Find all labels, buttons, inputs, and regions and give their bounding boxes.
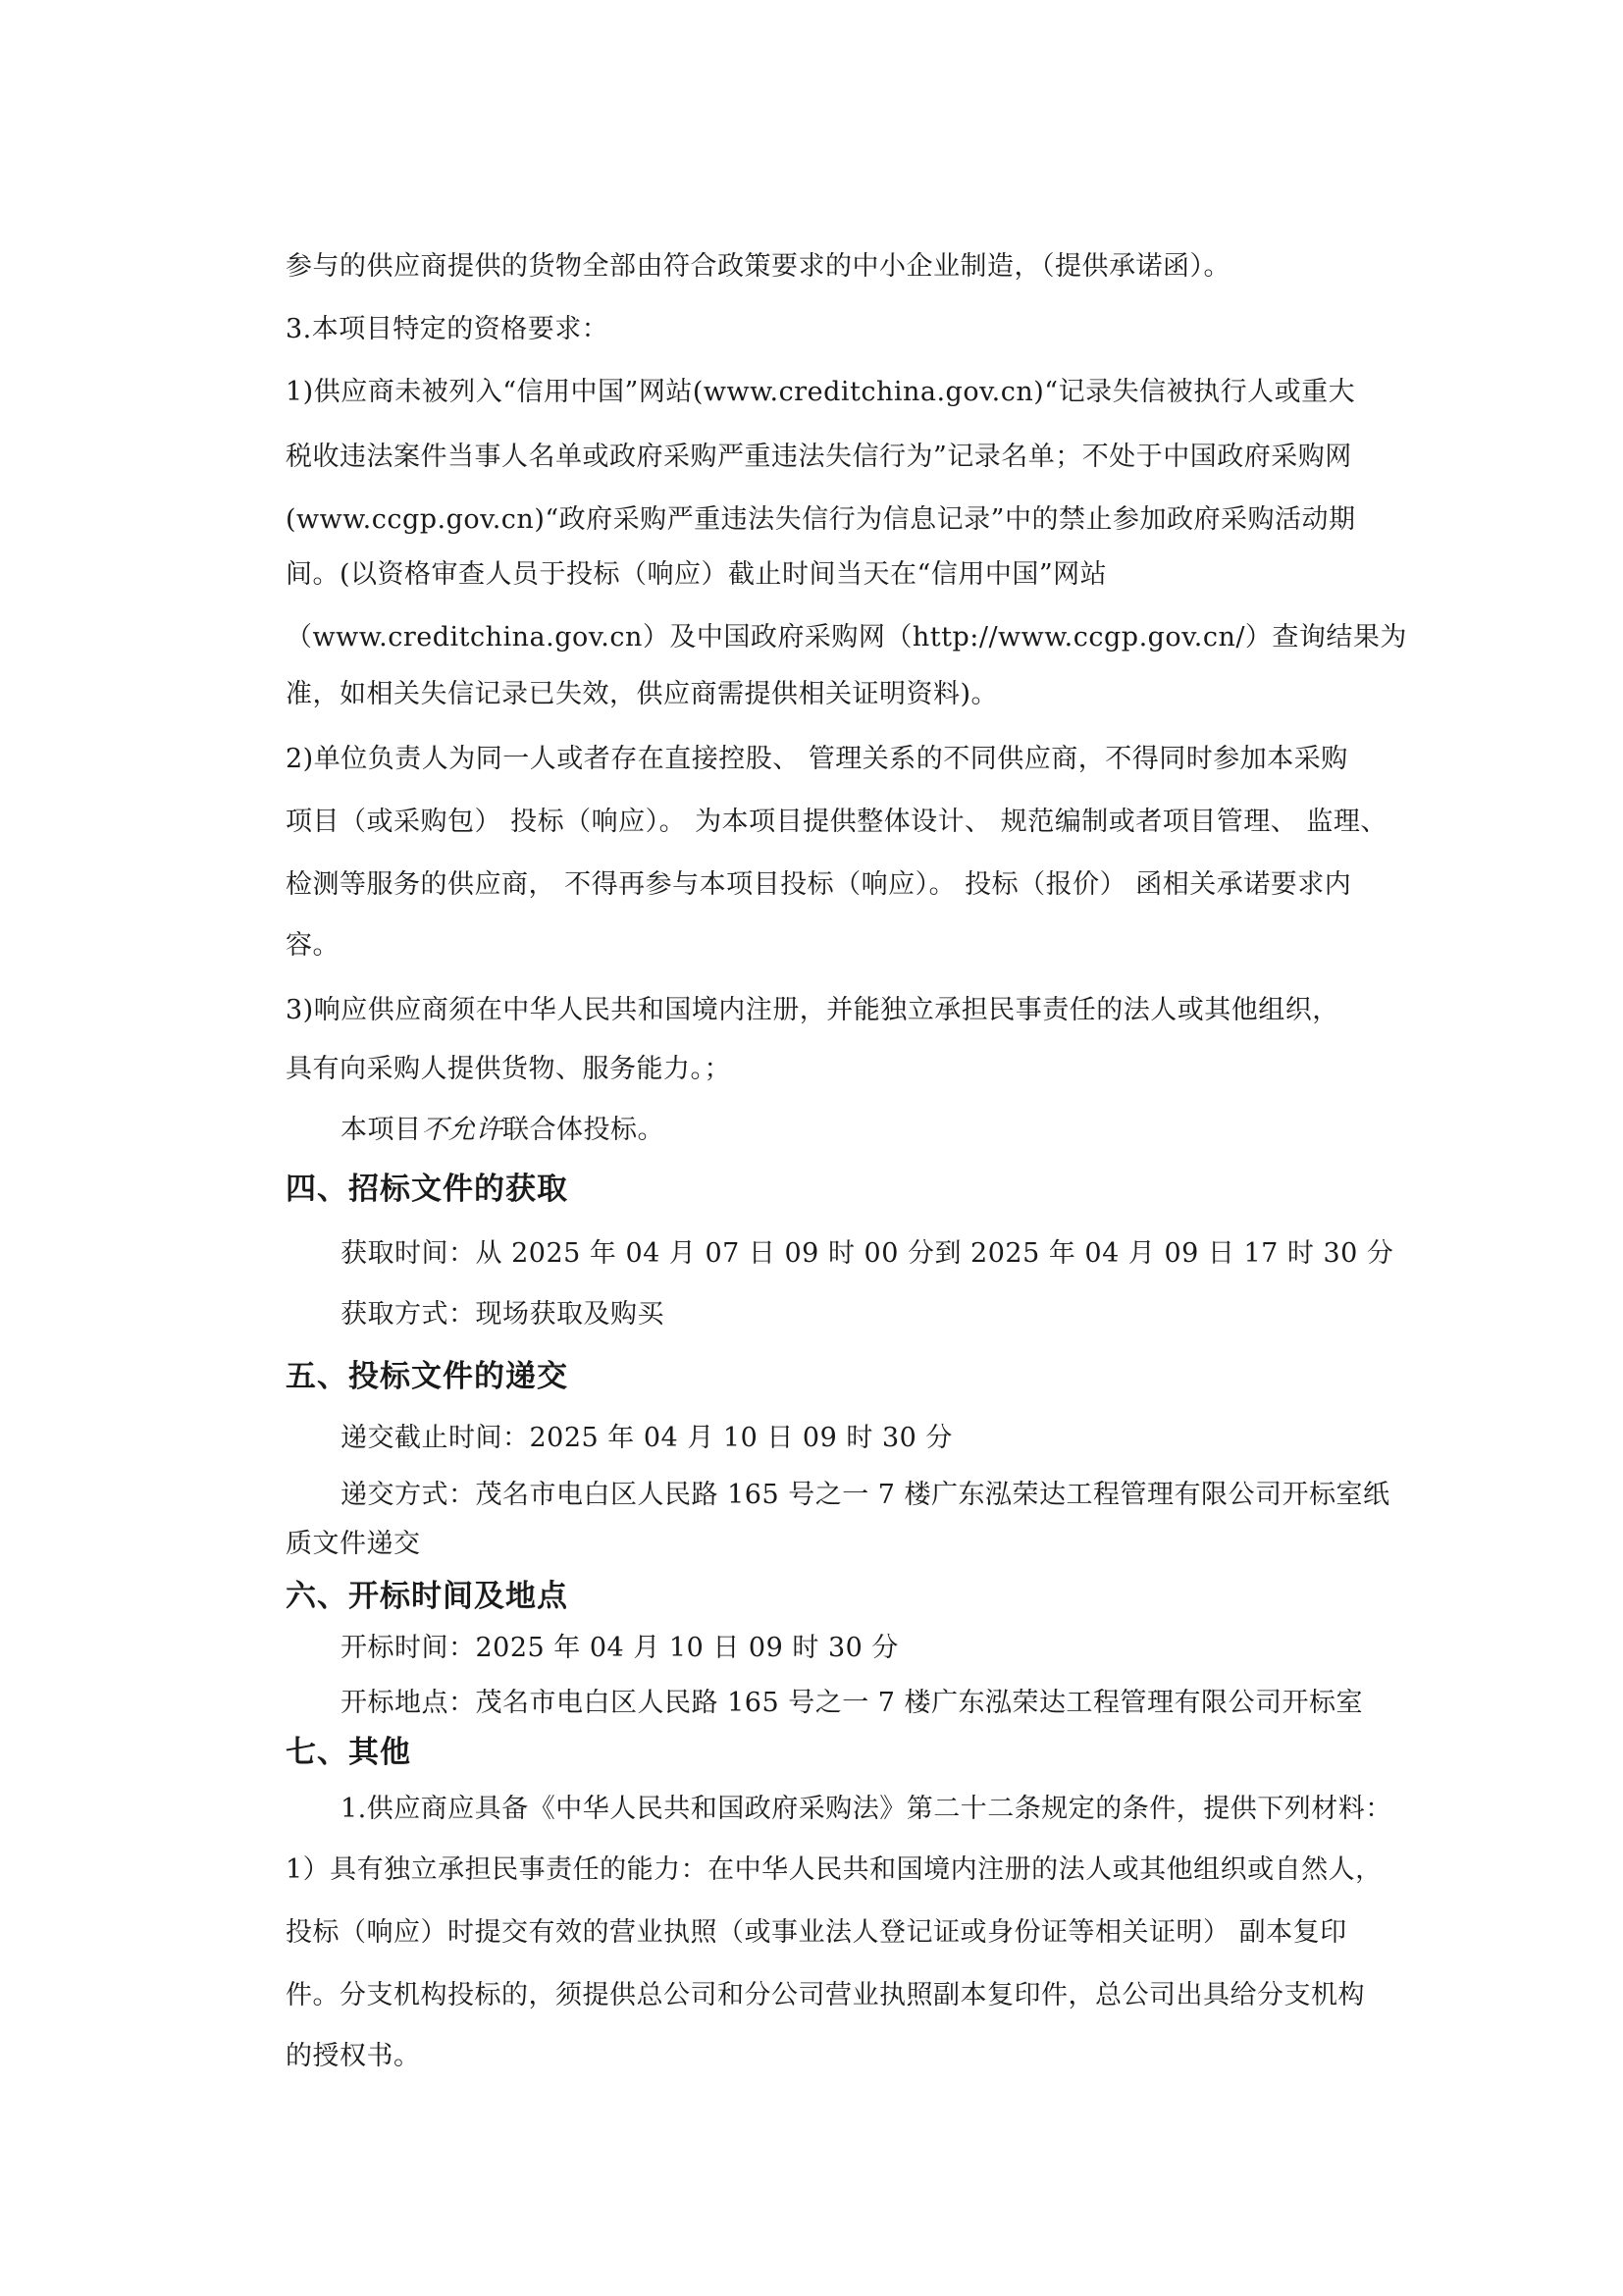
section-heading-5: 五、投标文件的递交 (286, 1359, 568, 1394)
opening-time: 开标时间：2025 年 04 月 10 日 09 时 30 分 (340, 1633, 899, 1663)
body-line: 检测等服务的供应商， 不得再参与本项目投标（响应）。 投标（报价） 函相关承诺要求内 (286, 869, 1352, 900)
opening-place: 开标地点：茂名市电白区人民路 165 号之一 7 楼广东泓荣达工程管理有限公司开标室 (340, 1688, 1364, 1718)
body-line: 容。 (286, 930, 340, 961)
consortium-not-allowed: 不允许 (421, 1115, 502, 1145)
body-line: 项目（或采购包） 投标（响应）。 为本项目提供整体设计、 规范编制或者项目管理、 监理、 (286, 807, 1387, 837)
body-line: 具有向采购人提供货物、服务能力。； (286, 1054, 731, 1084)
other-para: 的授权书。 (286, 2041, 421, 2071)
other-para: 件。分支机构投标的，须提供总公司和分公司营业执照副本复印件，总公司出具给分支机构 (286, 1980, 1365, 2010)
body-line: (www.ccgp.gov.cn)“政府采购严重违法失信行为信息记录”中的禁止参加政府采购活动期 (286, 504, 1356, 535)
submit-method: 递交方式：茂名市电白区人民路 165 号之一 7 楼广东泓荣达工程管理有限公司开标室纸 (340, 1480, 1390, 1510)
body-line: 2)单位负责人为同一人或者存在直接控股、 管理关系的不同供应商，不得同时参加本采购 (286, 744, 1348, 774)
obtain-time: 获取时间：从 2025 年 04 月 07 日 09 时 00 分到 2025 年 04 月 09 日 17 时 30 分 (340, 1238, 1394, 1269)
obtain-method: 获取方式：现场获取及购买 (340, 1299, 664, 1330)
submit-deadline: 递交截止时间：2025 年 04 月 10 日 09 时 30 分 (340, 1423, 953, 1453)
consortium-prefix: 本项目 (340, 1115, 422, 1145)
other-para: 1）具有独立承担民事责任的能力：在中华人民共和国境内注册的法人或其他组织或自然人， (286, 1854, 1383, 1885)
consortium-suffix: 联合体投标。 (502, 1115, 664, 1145)
body-line: 税收违法案件当事人名单或政府采购严重违法失信行为”记录名单；不处于中国政府采购网 (286, 442, 1352, 472)
other-para: 投标（响应）时提交有效的营业执照（或事业法人登记证或身份证等相关证明） 副本复印 (286, 1917, 1347, 1948)
body-line: （www.creditchina.gov.cn）及中国政府采购网（http://www.ccgp.gov.cn/）查询结果为 (286, 622, 1407, 652)
other-para: 1.供应商应具备《中华人民共和国政府采购法》第二十二条规定的条件，提供下列材料： (340, 1794, 1392, 1824)
submit-method-cont: 质文件递交 (286, 1529, 421, 1559)
section-heading-4: 四、招标文件的获取 (286, 1172, 568, 1207)
body-line: 参与的供应商提供的货物全部由符合政策要求的中小企业制造，（提供承诺函）。 (286, 251, 1230, 282)
body-line: 3.本项目特定的资格要求： (286, 314, 609, 344)
body-line: 间。(以资格审查人员于投标（响应）截止时间当天在“信用中国”网站 (286, 559, 1108, 590)
consortium-line (340, 1117, 664, 1143)
section-heading-6: 六、开标时间及地点 (286, 1579, 568, 1614)
body-line: 1)供应商未被列入“信用中国”网站(www.creditchina.gov.cn)“记录失信被执行人或重大 (286, 377, 1356, 407)
body-line: 3)响应供应商须在中华人民共和国境内注册，并能独立承担民事责任的法人或其他组织， (286, 995, 1339, 1025)
section-heading-7: 七、其他 (286, 1735, 411, 1770)
body-line: 准，如相关失信记录已失效，供应商需提供相关证明资料)。 (286, 679, 999, 709)
